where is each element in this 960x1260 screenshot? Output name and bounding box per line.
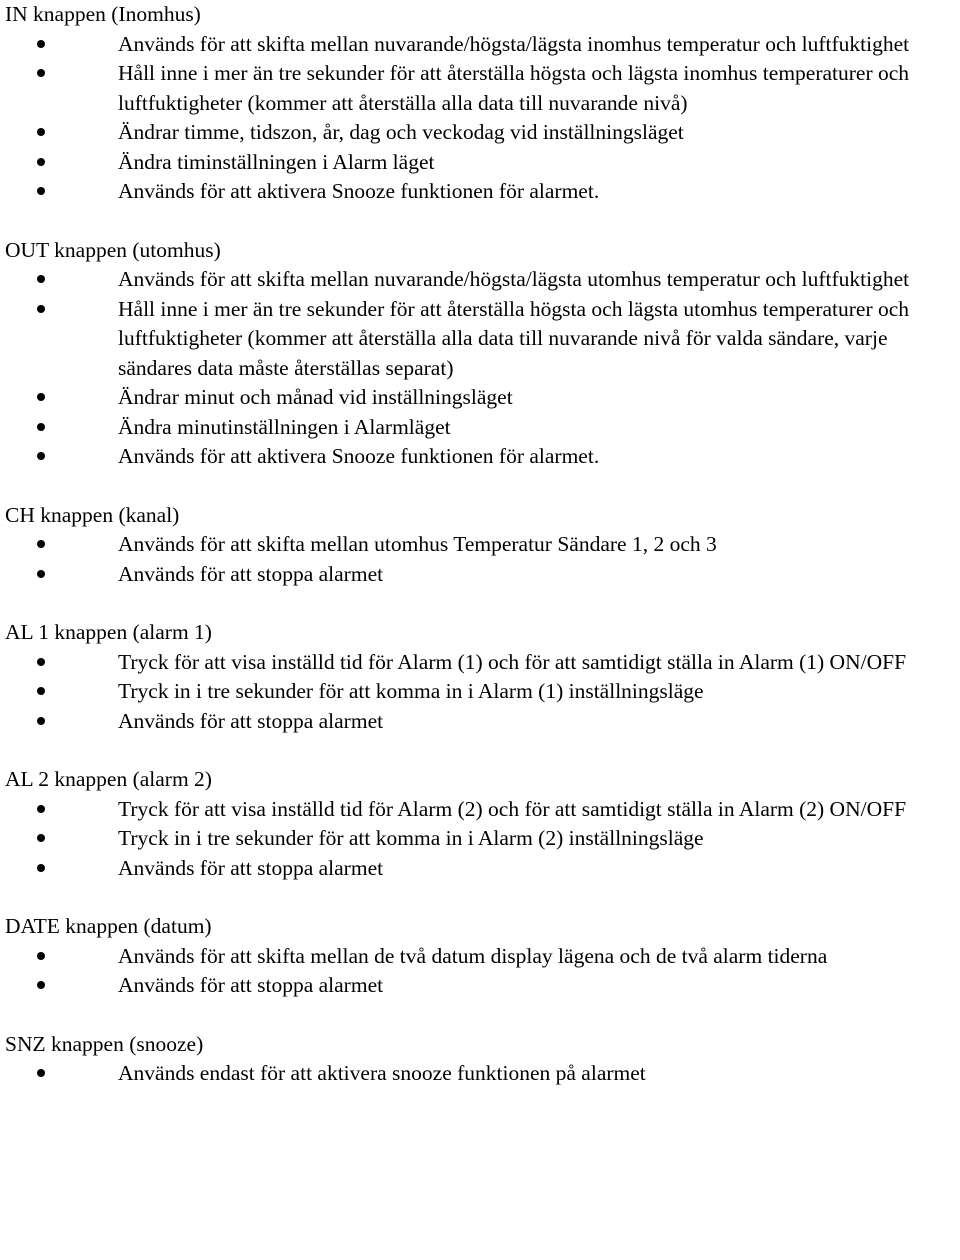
bullet-list: [0, 530, 960, 589]
section-ch: [0, 501, 960, 590]
bullet-icon: [37, 275, 45, 283]
list-item: [0, 795, 960, 825]
bullet-icon: [37, 717, 45, 725]
bullet-icon: [37, 1069, 45, 1077]
bullet-icon: [37, 158, 45, 166]
list-item-text: Används för att stoppa alarmet: [118, 855, 384, 880]
list-item-text: Ändra timinställningen i Alarm läget: [118, 149, 435, 174]
section-al2: [0, 765, 960, 883]
bullet-icon: [37, 393, 45, 401]
list-item: [0, 854, 960, 884]
bullet-icon: [37, 981, 45, 989]
list-item-text: Används endast för att aktivera snooze funktionen på alarmet: [118, 1061, 646, 1085]
bullet-icon: [37, 805, 45, 813]
list-item-text: Används för att stoppa alarmet: [118, 973, 384, 997]
list-item-text: Används för att aktivera Snooze funktionen för alarmet.: [118, 444, 600, 468]
list-item: [0, 413, 960, 443]
list-item: [0, 59, 960, 118]
list-item: [0, 824, 960, 854]
list-item: [0, 442, 960, 472]
section-heading: IN knappen (Inomhus): [5, 2, 201, 26]
section-heading: CH knappen (kanal): [5, 502, 180, 527]
list-item: [0, 648, 960, 678]
bullet-icon: [37, 452, 45, 460]
list-item-text: Håll inne i mer än tre sekunder för att återställa högsta och lägsta utomhus temperaturer och luftfuktigheter (kommer att återställa alla data till nuvarande nivå för valda sändare, varje sändares data måste återställas separat): [118, 296, 910, 380]
list-item: [0, 148, 960, 178]
section-in: [0, 0, 960, 207]
section-heading: DATE knappen (datum): [5, 914, 212, 938]
bullet-icon: [37, 570, 45, 578]
bullet-icon: [37, 658, 45, 666]
bullet-icon: [37, 40, 45, 48]
bullet-icon: [37, 187, 45, 195]
list-item-text: Ändrar minut och månad vid inställningsläget: [118, 385, 513, 409]
list-item-text: Används för att skifta mellan nuvarande/högsta/lägsta utomhus temperatur och luftfuktighet: [118, 267, 910, 291]
list-item: [0, 383, 960, 413]
list-item: [0, 1059, 960, 1089]
list-item-text: Tryck in i tre sekunder för att komma in i Alarm (1) inställningsläge: [118, 679, 704, 703]
list-item-text: Tryck för att visa inställd tid för Alarm (2) och för att samtidigt ställa in Alarm (2) ON/OFF: [118, 796, 907, 821]
list-item: [0, 295, 960, 384]
list-item-text: Tryck in i tre sekunder för att komma in i Alarm (2) inställningsläge: [118, 826, 704, 850]
list-item: [0, 118, 960, 148]
bullet-icon: [37, 540, 45, 548]
list-item: [0, 30, 960, 60]
bullet-icon: [37, 423, 45, 431]
list-item: [0, 942, 960, 972]
section-spacer: [0, 736, 960, 765]
list-item: [0, 530, 960, 560]
bullet-icon: [37, 952, 45, 960]
list-item-text: Används för att skifta mellan nuvarande/högsta/lägsta inomhus temperatur och luftfuktighet: [118, 31, 910, 56]
section-spacer: [0, 207, 960, 236]
bullet-list: [0, 648, 960, 737]
section-spacer: [0, 883, 960, 912]
bullet-list: [0, 265, 960, 472]
section-out: [0, 236, 960, 472]
list-item-text: Används för att skifta mellan utomhus Temperatur Sändare 1, 2 och 3: [118, 532, 717, 556]
bullet-icon: [37, 864, 45, 872]
section-al1: [0, 618, 960, 736]
bullet-list: [0, 942, 960, 1001]
list-item: [0, 971, 960, 1001]
bullet-list: [0, 795, 960, 884]
bullet-icon: [37, 69, 45, 77]
list-item: [0, 707, 960, 737]
list-item: [0, 177, 960, 207]
list-item-text: Används för att stoppa alarmet: [118, 708, 384, 733]
list-item-text: Används för att stoppa alarmet: [118, 561, 384, 586]
section-heading: SNZ knappen (snooze): [5, 1031, 204, 1056]
bullet-icon: [37, 687, 45, 695]
list-item-text: Ändrar timme, tidszon, år, dag och veckodag vid inställningsläget: [118, 120, 684, 144]
section-spacer: [0, 1001, 960, 1030]
section-spacer: [0, 472, 960, 501]
list-item: [0, 677, 960, 707]
list-item: [0, 265, 960, 295]
section-date: [0, 912, 960, 1001]
section-heading: AL 2 knappen (alarm 2): [5, 767, 212, 791]
section-snz: [0, 1030, 960, 1089]
bullet-icon: [37, 128, 45, 136]
bullet-list: [0, 1059, 960, 1089]
bullet-icon: [37, 305, 45, 313]
list-item-text: Håll inne i mer än tre sekunder för att återställa högsta och lägsta inomhus temperaturer och luftfuktigheter (kommer att återställa alla data till nuvarande nivå): [118, 61, 910, 115]
list-item-text: Används för att skifta mellan de två datum display lägena och de två alarm tiderna: [118, 943, 828, 968]
list-item-text: Tryck för att visa inställd tid för Alarm (1) och för att samtidigt ställa in Alarm (1) ON/OFF: [118, 649, 907, 674]
bullet-list: [0, 30, 960, 207]
bullet-icon: [37, 834, 45, 842]
list-item: [0, 560, 960, 590]
list-item-text: Används för att aktivera Snooze funktionen för alarmet.: [118, 179, 600, 203]
section-heading: AL 1 knappen (alarm 1): [5, 620, 212, 644]
section-spacer: [0, 589, 960, 618]
section-heading: OUT knappen (utomhus): [5, 237, 221, 262]
list-item-text: Ändra minutinställningen i Alarmläget: [118, 414, 451, 439]
